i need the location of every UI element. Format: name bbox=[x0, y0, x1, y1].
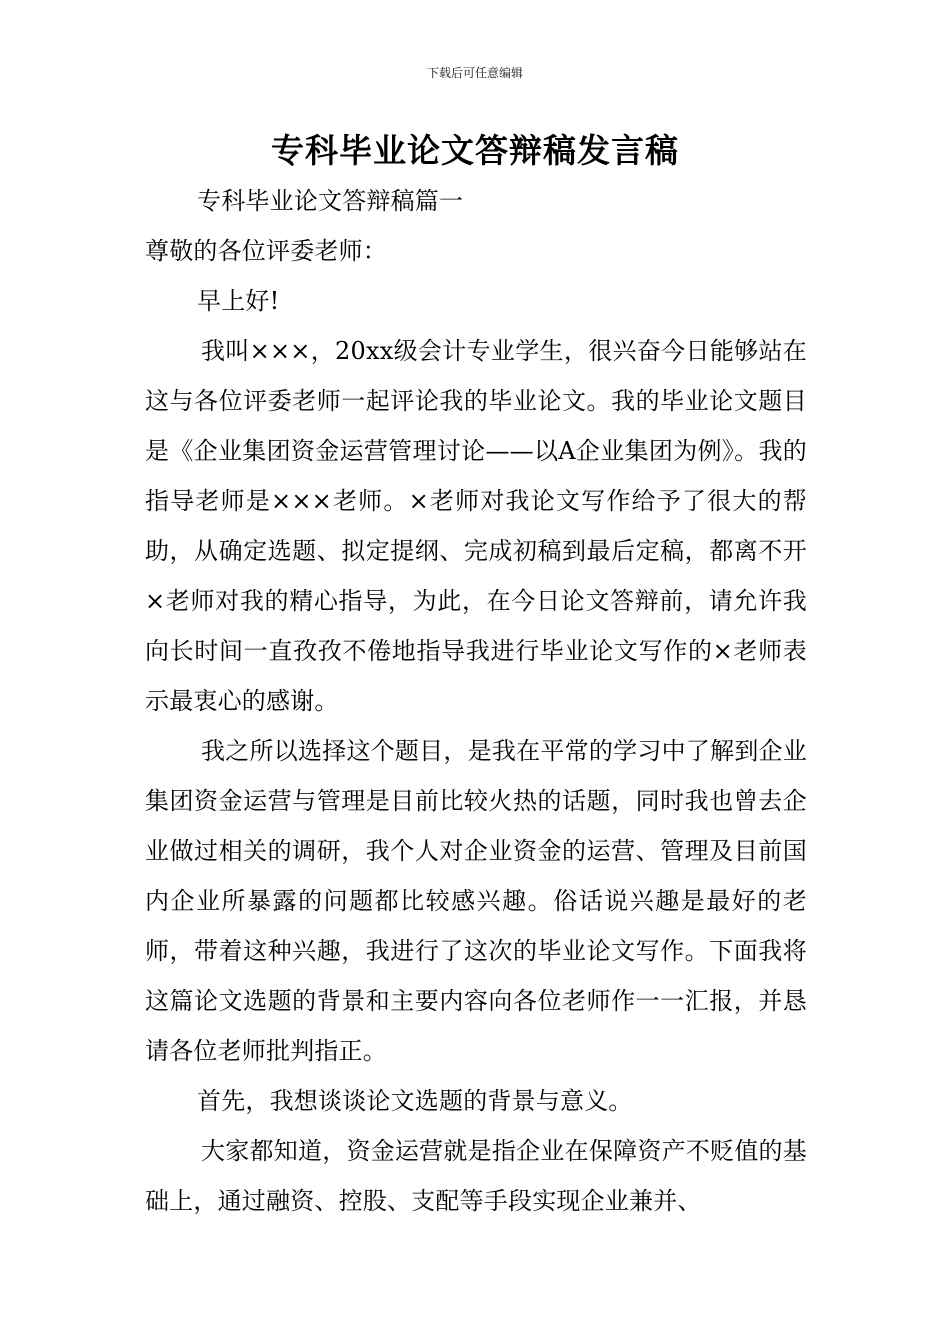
body-paragraph: 首先，我想谈谈论文选题的背景与意义。 bbox=[197, 1087, 633, 1115]
header-note: 下载后可任意编辑 bbox=[426, 66, 523, 80]
document-title: 专科毕业论文答辩稿发言稿 bbox=[271, 131, 679, 170]
subtitle-paragraph: 专科毕业论文答辩稿篇一 bbox=[197, 187, 464, 215]
body-paragraph: 大家都知道，资金运营就是指企业在保障资产不贬值的基础上，通过融资、控股、支配等手段实现企业兼并、 bbox=[145, 1137, 807, 1215]
salutation-paragraph: 尊敬的各位评委老师： bbox=[145, 237, 387, 265]
body-paragraph: 我之所以选择这个题目，是我在平常的学习中了解到企业集团资金运营与管理是目前比较火热的话题，同时我也曾去企业做过相关的调研，我个人对企业资金的运营、管理及目前国内企业所暴露的问题都比较感兴趣。俗话说兴趣是最好的老师，带着这种兴趣，我进行了这次的毕业论文写作。下面我将这篇论文选题的背景和主要内容向各位老师作一一汇报，并恳请各位老师批判指正。 bbox=[145, 737, 807, 1065]
greeting-paragraph: 早上好! bbox=[197, 287, 280, 315]
document-body bbox=[145, 176, 807, 1226]
body-paragraph: 我叫×××，20xx级会计专业学生，很兴奋今日能够站在这与各位评委老师一起评论我的毕业论文。我的毕业论文题目是《企业集团资金运营管理讨论——以A企业集团为例》。我的指导老师是×××老师。×老师对我论文写作给予了很大的帮助，从确定选题、拟定提纲、完成初稿到最后定稿，都离不开×老师对我的精心指导，为此，在今日论文答辩前，请允许我向长时间一直孜孜不倦地指导我进行毕业论文写作的×老师表示最衷心的感谢。 bbox=[145, 337, 807, 715]
